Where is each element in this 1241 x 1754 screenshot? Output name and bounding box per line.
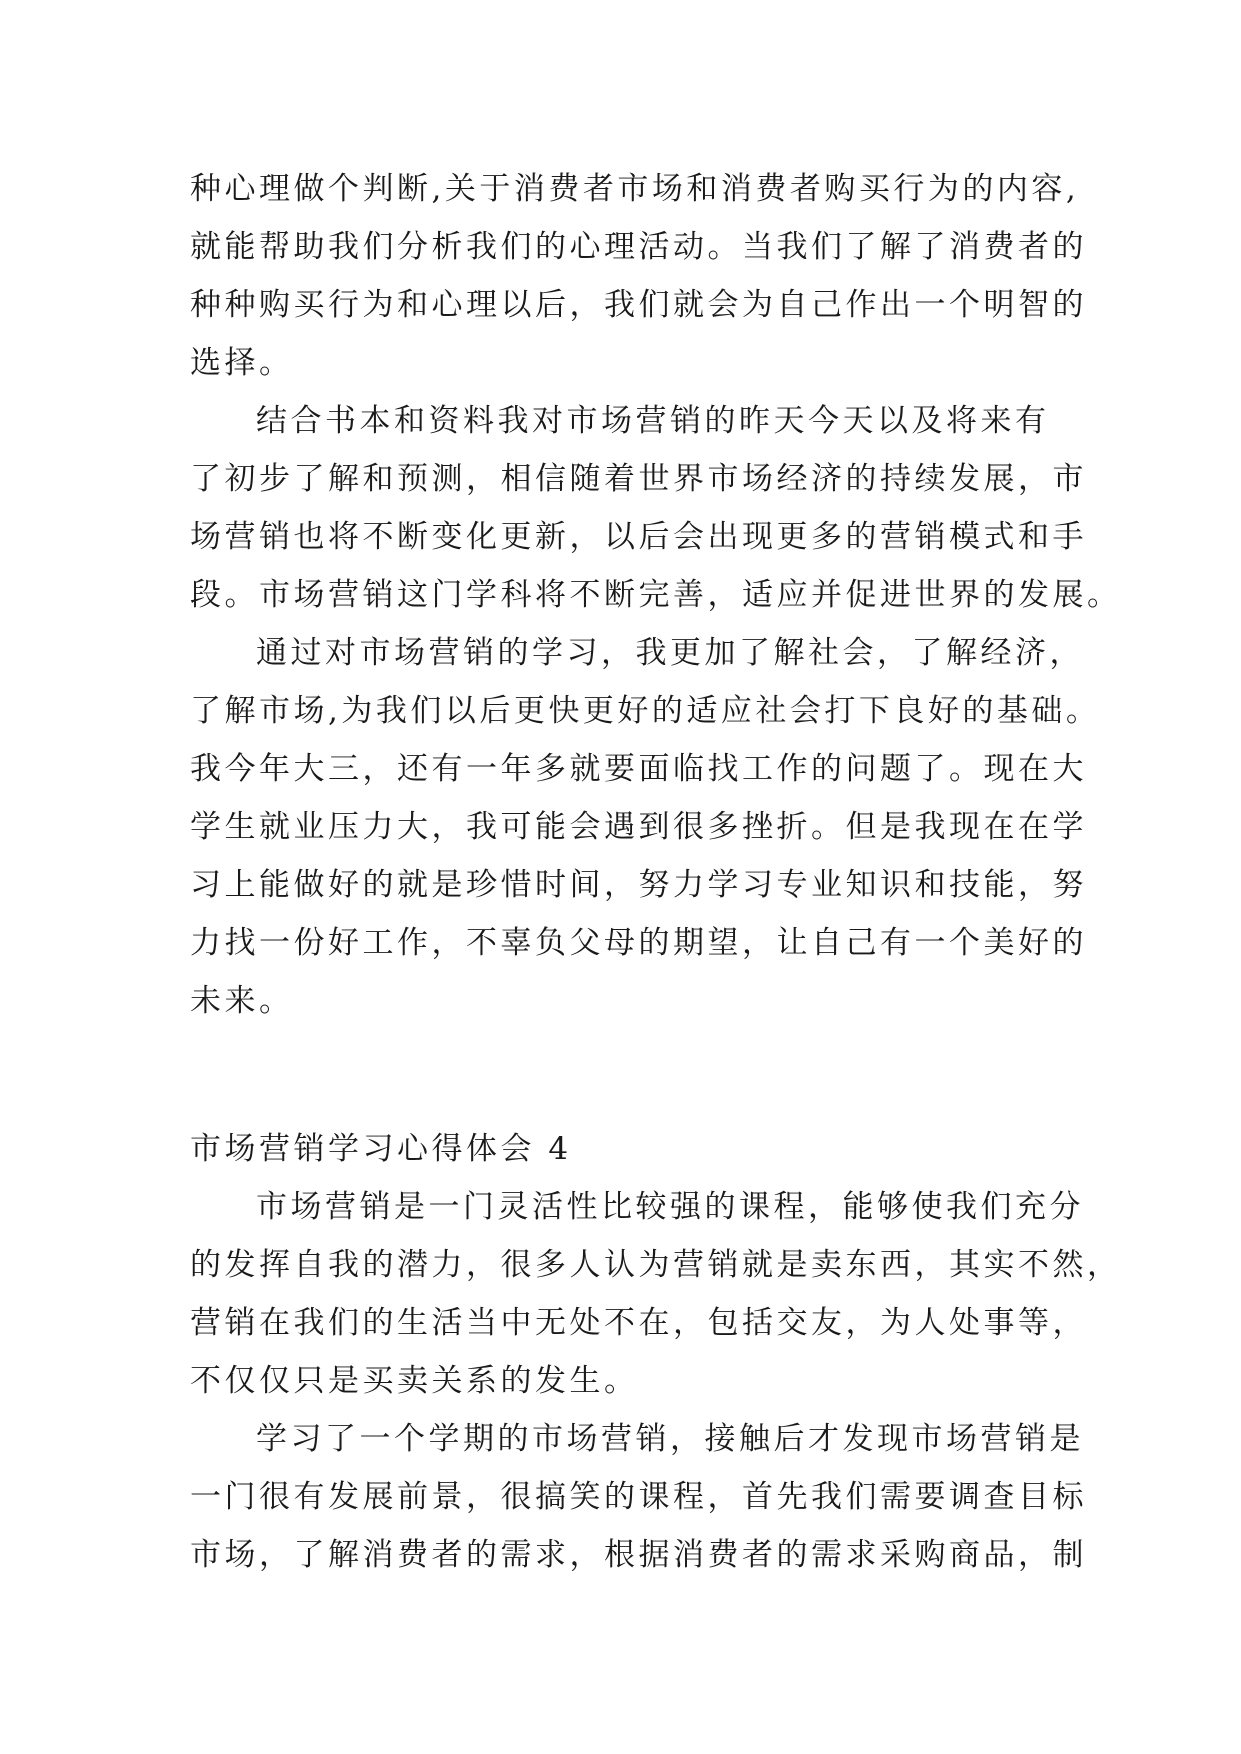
text-line: 就能帮助我们分析我们的心理活动。当我们了解了消费者的 [190,229,1087,265]
paragraph [190,1410,1087,1584]
text-line: 学生就业压力大，我可能会遇到很多挫折。但是我现在在学 [190,809,1087,845]
text-line: 种心理做个判断,关于消费者市场和消费者购买行为的内容, [190,171,1080,207]
text-line: 一门很有发展前景，很搞笑的课程，首先我们需要调查目标 [190,1479,1087,1515]
text-line: 通过对市场营销的学习，我更加了解社会，了解经济， [256,635,1084,671]
text-line: 段。市场营销这门学科将不断完善，适应并促进世界的发展。 [190,577,1122,613]
text-line: 力找一份好工作，不辜负父母的期望，让自己有一个美好的 [190,925,1087,961]
text-line: 种种购买行为和心理以后，我们就会为自己作出一个明智的 [190,287,1087,323]
text-line: 我今年大三，还有一年多就要面临找工作的问题了。现在大 [190,751,1087,787]
text-line: 结合书本和资料我对市场营销的昨天今天以及将来有 [256,403,1050,439]
text-line: 了解市场,为我们以后更快更好的适应社会打下良好的基础。 [190,693,1101,729]
text-line: 未来。 [190,983,294,1019]
section-gap [190,1030,1080,1120]
text-line: 学习了一个学期的市场营销，接触后才发现市场营销是 [256,1421,1084,1457]
document-body [190,160,1122,1584]
text-line: 不仅仅只是买卖关系的发生。 [190,1363,639,1399]
paragraph [190,392,1122,624]
text-line: 了初步了解和预测，相信随着世界市场经济的持续发展，市 [190,461,1087,497]
text-line: 营销在我们的生活当中无处不在，包括交友，为人处事等， [190,1305,1087,1341]
paragraph [190,624,1101,1030]
paragraph-continuation [190,160,1087,392]
text-line: 习上能做好的就是珍惜时间，努力学习专业知识和技能，努 [190,867,1087,903]
text-line: 选择。 [190,345,294,381]
text-line: 市场营销是一门灵活性比较强的课程，能够使我们充分 [256,1189,1084,1225]
text-line: 的发挥自我的潜力，很多人认为营销就是卖东西，其实不然， [190,1247,1122,1283]
section-heading: 市场营销学习心得体会 4 [190,1131,572,1167]
text-line: 市场，了解消费者的需求，根据消费者的需求采购商品，制 [190,1537,1087,1573]
paragraph [190,1178,1122,1410]
text-line: 场营销也将不断变化更新，以后会出现更多的营销模式和手 [190,519,1087,555]
